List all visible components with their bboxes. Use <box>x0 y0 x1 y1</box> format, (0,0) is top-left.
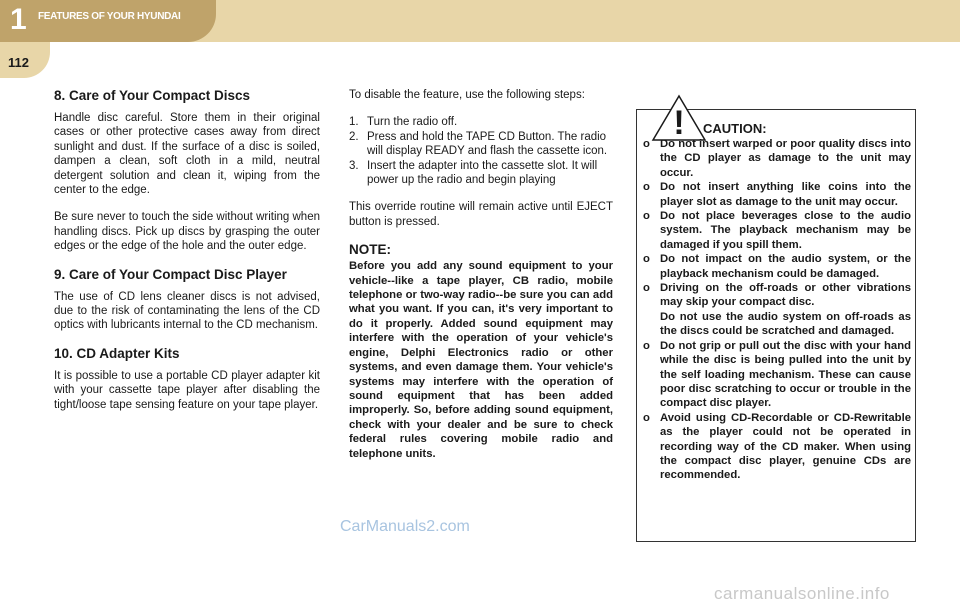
section-10-heading: 10. CD Adapter Kits <box>54 345 180 361</box>
bullet: o <box>643 411 650 424</box>
caution-text: Do not insert anything like coins into the player slot as damage to the unit may occur. <box>660 181 911 208</box>
caution-list <box>643 137 911 483</box>
step-text: Press and hold the TAPE CD Button. The radio will display READY and flash the cassette icon. <box>367 130 608 158</box>
caution-text: Do not impact on the audio system, or the playback mechanism could be damaged. <box>660 253 911 280</box>
watermark-carmanualsonline[interactable]: carmanualsonline.info <box>714 584 890 603</box>
caution-item <box>643 252 911 281</box>
steps-list <box>349 115 613 187</box>
section-8-paragraph-1: Handle disc careful. Store them in their original cases or other protective cases away from direct sunlight and dust. If the surface of a disc is soiled, dampen a clean, soft cloth in a mild, neutral detergent solution and clean it, wiping from the center to the edge. <box>54 112 320 197</box>
steps-intro: To disable the feature, use the following steps: <box>349 89 585 101</box>
step-number: 1. <box>349 116 359 129</box>
note-heading: NOTE: <box>349 242 391 258</box>
bullet: o <box>643 339 650 352</box>
section-8-heading: 8. Care of Your Compact Discs <box>54 88 251 103</box>
step-number: 3. <box>349 159 359 172</box>
note-body: Before you add any sound equipment to your vehicle--like a tape player, CB radio, mobile telephone or two-way radio--be sure you can add what you want. If you can, it's very important to do it properly. Added sound equipment may interfere with the operation of your vehicle's engine, Delphi Electronics radio or other systems, and even damage them. Your vehicle's systems may interfere with the operation of sound equipment that has been added improperly. So, before adding sound equipment, check with your dealer and be sure to check federal rules covering mobile radio and telephone units. <box>349 260 613 460</box>
step-text: Turn the radio off. <box>367 116 458 129</box>
chapter-number: 1 <box>10 3 27 36</box>
caution-title: CAUTION: <box>703 121 767 136</box>
bullet: o <box>643 282 650 295</box>
middle-column <box>349 88 613 461</box>
svg-text:!: ! <box>673 104 685 142</box>
section-8-paragraph-2: Be sure never to touch the side without writing when handling discs. Pick up discs by grasping the outer edges or the edge of the hole and the outer edge. <box>54 211 320 253</box>
bullet: o <box>643 253 650 266</box>
caution-text: Driving on the off-roads or other vibrations may skip your compact disc. Do not use the audio system on off-roads as the discs could be scratched and damaged. <box>660 282 911 338</box>
caution-text: Do not grip or pull out the disc with your hand while the disc is being pulled into the unit by the self loading mechanism. These can cause poor disc scratching to occur or trouble in the compact disc player. <box>660 339 911 410</box>
section-10-paragraph: It is possible to use a portable CD player adapter kit with your cassette tape player after disabling the tight/loose tape sensing feature on your tape player. <box>54 369 320 411</box>
caution-box <box>636 104 916 542</box>
caution-text: Do not insert warped or poor quality discs into the CD player as damage to the unit may occur. <box>660 138 911 179</box>
override-paragraph: This override routine will remain active until EJECT button is pressed. <box>349 201 613 228</box>
page-number: 112 <box>8 55 29 70</box>
warning-exclamation-icon <box>651 94 707 142</box>
step-number: 2. <box>349 130 359 143</box>
section-9-heading: 9. Care of Your Compact Disc Player <box>54 266 287 282</box>
caution-item <box>643 411 911 483</box>
watermark-carmanuals[interactable]: CarManuals2.com <box>340 518 470 535</box>
caution-text: Do not place beverages close to the audio system. The playback mechanism may be damaged if you spill them. <box>660 210 911 251</box>
step-item <box>349 159 613 188</box>
bullet: o <box>643 210 650 223</box>
step-text: Insert the adapter into the cassette slot. It will power up the radio and begin playing <box>367 159 598 187</box>
caution-item <box>643 281 911 339</box>
step-item <box>349 115 613 129</box>
chapter-title: FEATURES OF YOUR HYUNDAI <box>38 11 181 22</box>
left-column <box>54 88 320 425</box>
caution-item <box>643 209 911 252</box>
caution-item <box>643 180 911 209</box>
caution-item <box>643 137 911 180</box>
bullet: o <box>643 138 650 150</box>
caution-item <box>643 339 911 411</box>
bullet: o <box>643 181 650 194</box>
section-9-paragraph: The use of CD lens cleaner discs is not advised, due to the risk of contaminating the lens of the CD optics with lubricants internal to the CD mechanism. <box>54 290 320 332</box>
caution-text: Avoid using CD-Recordable or CD-Rewritable as the player could not be operated in recording way of the CD maker. When using the compact disc player, genuine CDs are recommended. <box>660 411 911 482</box>
step-item <box>349 130 613 159</box>
